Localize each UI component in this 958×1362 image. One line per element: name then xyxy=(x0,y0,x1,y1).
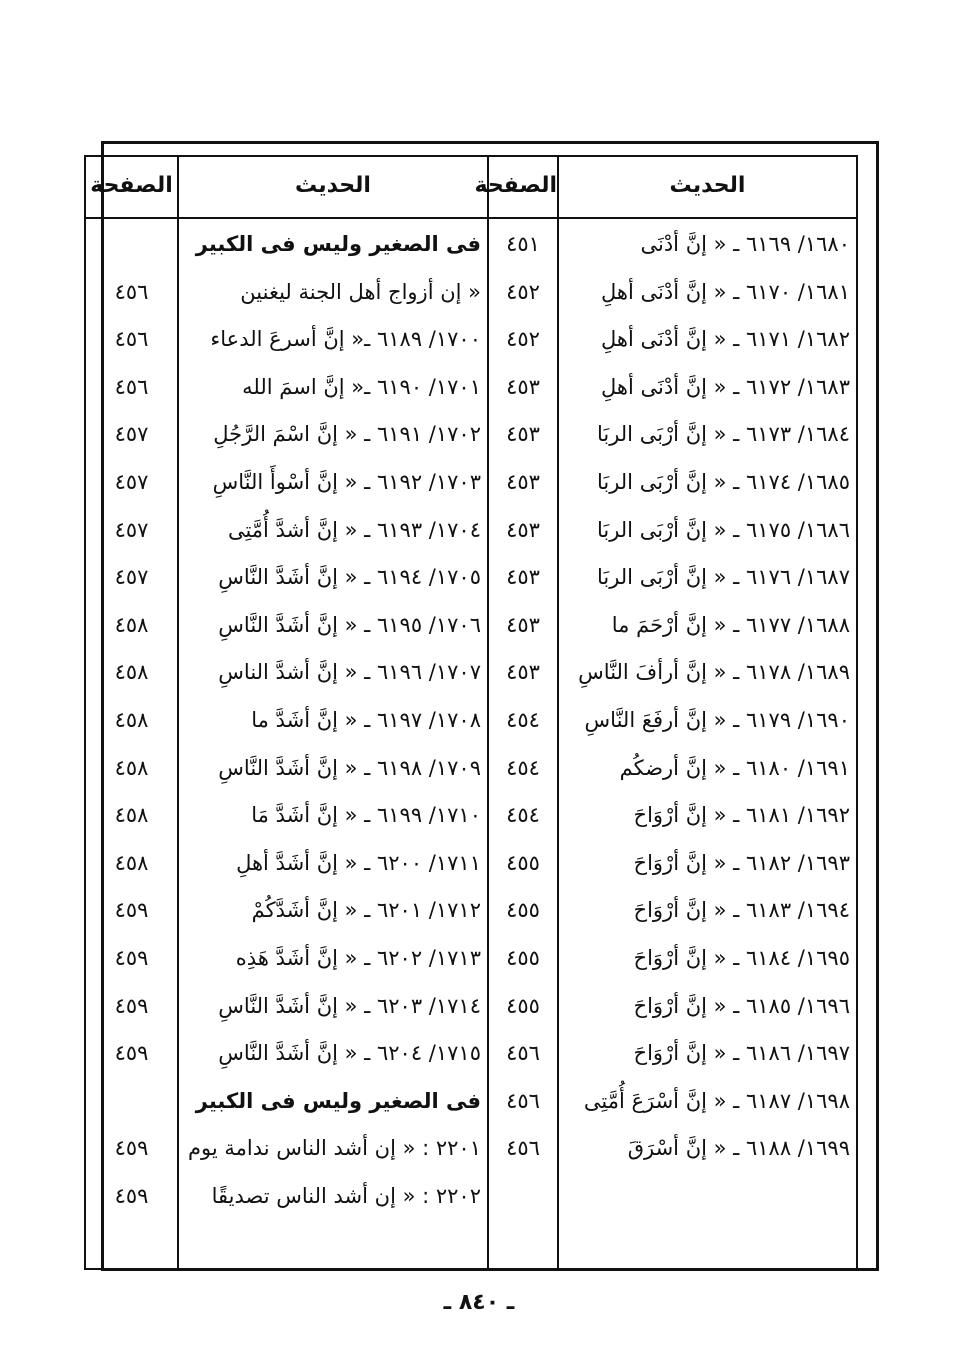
header-divider xyxy=(84,217,858,219)
hadith-entry: ١٦٩١/ ٦١٨٠ ـ « إنَّ أرضكُم xyxy=(619,755,850,780)
hadith-entry: ١٦٨٦/ ٦١٧٥ ـ « إنَّ أرْبَى الربَا xyxy=(596,517,850,542)
hadith-entry: ١٦٨٥/ ٦١٧٤ ـ « إنَّ أرْبَى الربَا xyxy=(596,469,850,494)
hadith-entry: ١٧٠٢/ ٦١٩١ ـ « إنَّ اسْمَ الرَّجُلِ xyxy=(213,422,481,447)
hadith-entry: ١٦٩٣/ ٦١٨٢ ـ « إنَّ أرْوَاحَ xyxy=(633,850,850,875)
page-number-cell: ٤٥٢ xyxy=(506,279,540,304)
hadith-entry: ١٧١٠/ ٦١٩٩ ـ « إنَّ أشَدَّ مَا xyxy=(251,803,481,828)
hadith-entry: ١٦٨١/ ٦١٧٠ ـ « إنَّ أدْنَى أهلِ xyxy=(601,279,850,304)
page-number-cell: ٤٥٤ xyxy=(506,707,540,732)
hadith-entry: ١٧٠٠/ ٦١٨٩ ـ« إنَّ أسرعَ الدعاء xyxy=(210,327,481,352)
header-left-hadith: الحديث xyxy=(295,173,371,198)
hadith-entry: ١٧٠٣/ ٦١٩٢ ـ « إنَّ أسْوأَ النَّاسِ xyxy=(212,469,481,494)
section-heading: فى الصغير وليس فى الكبير xyxy=(195,1088,481,1113)
section-heading: فى الصغير وليس فى الكبير xyxy=(195,232,481,256)
right-hadith-column xyxy=(559,221,856,1173)
hadith-entry: ١٧١٥/ ٦٢٠٤ ـ « إنَّ أشَدَّ النَّاسِ xyxy=(218,1041,481,1066)
page-number-cell: ٤٥٥ xyxy=(506,898,540,923)
hadith-entry: ١٧٠٩/ ٦١٩٨ ـ « إنَّ أشَدَّ النَّاسِ xyxy=(218,755,481,780)
hadith-entry: ١٦٨٣/ ٦١٧٢ ـ « إنَّ أدْنَى أهلِ xyxy=(601,374,850,399)
hadith-entry: ١٧١٣/ ٦٢٠٢ ـ « إنَّ أشَدَّ هَذِه xyxy=(235,945,481,970)
hadith-entry: ١٦٩٤/ ٦١٨٣ ـ « إنَّ أرْوَاحَ xyxy=(633,898,850,923)
page-number-cell: ٤٥٧ xyxy=(114,517,149,542)
page-number-cell: ٤٥٢ xyxy=(506,327,540,352)
page-number-cell: ٤٥١ xyxy=(506,232,540,256)
hadith-entry: ١٦٩٨/ ٦١٨٧ ـ « إنَّ أسْرَعَ أُمَّتِى xyxy=(583,1088,850,1113)
page-number-cell xyxy=(86,221,177,269)
page-number-cell: ٤٥٨ xyxy=(114,612,149,637)
hadith-entry: ١٦٨٢/ ٦١٧١ ـ « إنَّ أدْنَى أهلِ xyxy=(601,327,850,352)
page-number-cell: ٤٥٧ xyxy=(114,469,149,494)
hadith-entry: ١٦٩٥/ ٦١٨٤ ـ « إنَّ أرْوَاحَ xyxy=(633,945,850,970)
page-number-cell: ٤٥٣ xyxy=(506,612,540,637)
hadith-entry: ١٦٨٤/ ٦١٧٣ ـ « إنَّ أرْبَى الربَا xyxy=(596,422,850,447)
hadith-entry: ١٧٠٨/ ٦١٩٧ ـ « إنَّ أشَدَّ ما xyxy=(251,707,481,732)
page-number-cell: ٤٥٨ xyxy=(114,850,149,875)
page-number-cell: ٤٥٣ xyxy=(506,374,540,399)
hadith-entry: ٢٢٠٢ : « إن أشد الناس تصديقًا xyxy=(211,1183,481,1208)
page-number-cell: ٤٥٦ xyxy=(114,327,149,352)
right-page-column xyxy=(489,221,557,1173)
page-number: ـ ٨٤٠ ـ xyxy=(443,1290,515,1315)
page-number-cell: ٤٥٩ xyxy=(114,898,149,923)
page-number-cell: ٤٥٥ xyxy=(506,993,540,1018)
hadith-entry: ١٧٠٥/ ٦١٩٤ ـ « إنَّ أشَدَّ النَّاسِ xyxy=(218,565,481,590)
page-number-cell: ٤٥٩ xyxy=(114,945,149,970)
hadith-entry: ١٦٨٠/ ٦١٦٩ ـ « إنَّ أدْنَى xyxy=(640,232,850,256)
hadith-entry: ١٧٠٧/ ٦١٩٦ ـ « إنَّ أشدَّ الناسِ xyxy=(218,660,481,685)
page-number-cell: ٤٥٧ xyxy=(114,565,149,590)
header-left-page: الصفحة xyxy=(90,173,173,198)
page-number-cell: ٤٥٧ xyxy=(114,422,149,447)
hadith-entry: ١٦٨٧/ ٦١٧٦ ـ « إنَّ أرْبَى الربَا xyxy=(596,565,850,590)
page-number-cell: ٤٥٦ xyxy=(114,279,149,304)
page-number-cell: ٤٥٩ xyxy=(114,993,149,1018)
page-number-cell: ٤٥٥ xyxy=(506,850,540,875)
header-right-page: الصفحة xyxy=(474,173,557,198)
hadith-entry: ١٧١٤/ ٦٢٠٣ ـ « إنَّ أشَدَّ النَّاسِ xyxy=(218,993,481,1018)
hadith-entry: ١٦٩٢/ ٦١٨١ ـ « إنَّ أرْوَاحَ xyxy=(633,803,850,828)
page-number-cell: ٤٥٨ xyxy=(114,707,149,732)
hadith-entry: ١٦٩٦/ ٦١٨٥ ـ « إنَّ أرْوَاحَ xyxy=(633,993,850,1018)
hadith-entry: ١٧٠١/ ٦١٩٠ ـ« إنَّ اسمَ الله xyxy=(242,374,481,399)
hadith-entry: ١٦٨٩/ ٦١٧٨ ـ « إنَّ أرأفَ النَّاسِ xyxy=(578,660,850,685)
page-number-cell: ٤٥٨ xyxy=(114,755,149,780)
page-number-cell: ٤٥٨ xyxy=(114,803,149,828)
hadith-entry: ١٧٠٦/ ٦١٩٥ ـ « إنَّ أشَدَّ النَّاسِ xyxy=(218,612,481,637)
page-number-cell: ٤٥٦ xyxy=(114,374,149,399)
page-number-cell: ٤٥٦ xyxy=(506,1136,540,1161)
hadith-entry: ١٧١١/ ٦٢٠٠ ـ « إنَّ أشَدَّ أهلِ xyxy=(236,850,481,875)
page-number-cell: ٤٥٩ xyxy=(114,1136,149,1161)
left-hadith-column xyxy=(179,221,487,1220)
hadith-entry: ٢٢٠١ : « إن أشد الناس ندامة يوم xyxy=(188,1136,481,1161)
page-number-cell: ٤٥٤ xyxy=(506,755,540,780)
hadith-entry: ١٧١٢/ ٦٢٠١ ـ « إنَّ أشَدَّكُمْ xyxy=(251,898,481,923)
hadith-entry: « إن أزواج أهل الجنة ليغنين xyxy=(240,279,481,304)
page-number-cell: ٤٥٦ xyxy=(506,1088,540,1113)
page-number-cell: ٤٥٤ xyxy=(506,803,540,828)
page-number-cell xyxy=(86,1078,177,1126)
page-number-cell: ٤٥٩ xyxy=(114,1183,149,1208)
hadith-entry: ١٦٩٠/ ٦١٧٩ ـ « إنَّ أرفَعَ النَّاسِ xyxy=(584,707,850,732)
hadith-entry: ١٦٨٨/ ٦١٧٧ ـ « إنَّ أرْحَمَ ما xyxy=(611,612,850,637)
page-number-cell: ٤٥٦ xyxy=(506,1041,540,1066)
page-number-cell: ٤٥٨ xyxy=(114,660,149,685)
hadith-entry: ١٦٩٧/ ٦١٨٦ ـ « إنَّ أرْوَاحَ xyxy=(633,1041,850,1066)
header-right-hadith: الحديث xyxy=(669,173,746,198)
page-number-cell: ٤٥٣ xyxy=(506,565,540,590)
hadith-entry: ١٧٠٤/ ٦١٩٣ ـ « إنَّ أشدَّ أُمَّتِى xyxy=(227,517,481,542)
page-number-cell: ٤٥٩ xyxy=(114,1041,149,1066)
hadith-entry: ١٦٩٩/ ٦١٨٨ ـ « إنَّ أسْرَقَ xyxy=(627,1136,850,1161)
page-number-cell: ٤٥٣ xyxy=(506,660,540,685)
page-number-cell: ٤٥٥ xyxy=(506,945,540,970)
page-number-cell: ٤٥٣ xyxy=(506,517,540,542)
page-number-cell: ٤٥٣ xyxy=(506,422,540,447)
left-page-column xyxy=(86,221,177,1220)
page-number-cell: ٤٥٣ xyxy=(506,469,540,494)
